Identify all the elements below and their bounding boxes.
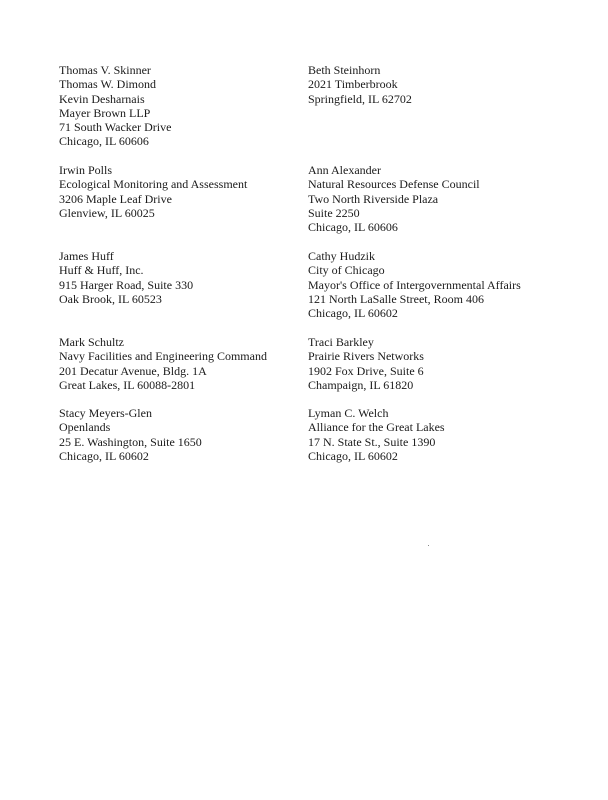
organization: City of Chicago: [308, 263, 385, 278]
city-state-zip: Champaign, IL 61820: [308, 377, 414, 392]
contact-name: Stacy Meyers-Glen: [59, 406, 152, 420]
organization: Natural Resources Defense Council: [308, 177, 480, 192]
street-address: 121 North LaSalle Street, Room 406: [308, 291, 484, 306]
city-state-zip: Glenview, IL 60025: [59, 205, 155, 220]
city-state-zip: Chicago, IL 60602: [308, 448, 398, 463]
address-block-huff: [59, 249, 193, 306]
address-block-skinner: [59, 63, 171, 149]
city-state-zip: Oak Brook, IL 60523: [59, 291, 162, 306]
street-address: 17 N. State St., Suite 1390: [308, 434, 436, 449]
city-state-zip: Chicago, IL 60606: [59, 134, 149, 149]
city-state-zip: Great Lakes, IL 60088-2801: [59, 377, 196, 392]
organization: Prairie Rivers Networks: [308, 349, 424, 364]
street-address: 71 South Wacker Drive: [59, 120, 172, 135]
street-address: 201 Decatur Avenue, Bldg. 1A: [59, 363, 207, 378]
street-address: 25 E. Washington, Suite 1650: [59, 434, 202, 449]
address-block-barkley: [308, 335, 424, 392]
contact-name: Traci Barkley: [308, 335, 374, 349]
street-address: 2021 Timberbrook: [308, 77, 398, 92]
contact-name: Mark Schultz: [59, 335, 124, 349]
organization: Openlands: [59, 420, 111, 435]
organization: Navy Facilities and Engineering Command: [59, 349, 267, 364]
city-state-zip: Chicago, IL 60606: [308, 220, 398, 235]
address-block-schultz: [59, 335, 267, 392]
contact-name: Thomas V. Skinner: [59, 63, 151, 77]
contact-name: Cathy Hudzik: [308, 249, 375, 263]
address-block-hudzik: [308, 249, 521, 320]
street-address: 3206 Maple Leaf Drive: [59, 191, 172, 206]
contact-name: Lyman C. Welch: [308, 406, 389, 420]
contact-name: Thomas W. Dimond: [59, 77, 157, 92]
organization: Alliance for the Great Lakes: [308, 420, 445, 435]
contact-name: Beth Steinhorn: [308, 63, 381, 77]
street-address: Two North Riverside Plaza: [308, 191, 439, 206]
address-block-welch: [308, 406, 445, 463]
street-address: 1902 Fox Drive, Suite 6: [308, 363, 424, 378]
address-block-polls: [59, 163, 247, 220]
contact-name: Kevin Desharnais: [59, 91, 145, 106]
address-block-alexander: [308, 163, 480, 234]
contact-name: James Huff: [59, 249, 114, 263]
department: Mayor's Office of Intergovernmental Affairs: [308, 277, 521, 292]
city-state-zip: Chicago, IL 60602: [59, 448, 149, 463]
scan-speck: [428, 545, 429, 546]
address-block-meyers-glen: [59, 406, 202, 463]
address-block-steinhorn: [308, 63, 412, 106]
city-state-zip: Chicago, IL 60602: [308, 306, 398, 321]
city-state-zip: Springfield, IL 62702: [308, 91, 412, 106]
organization: Huff & Huff, Inc.: [59, 263, 144, 278]
contact-name: Irwin Polls: [59, 163, 113, 177]
suite: Suite 2250: [308, 205, 360, 220]
contact-name: Ann Alexander: [308, 163, 381, 177]
organization: Ecological Monitoring and Assessment: [59, 177, 248, 192]
organization: Mayer Brown LLP: [59, 105, 151, 120]
street-address: 915 Harger Road, Suite 330: [59, 277, 194, 292]
